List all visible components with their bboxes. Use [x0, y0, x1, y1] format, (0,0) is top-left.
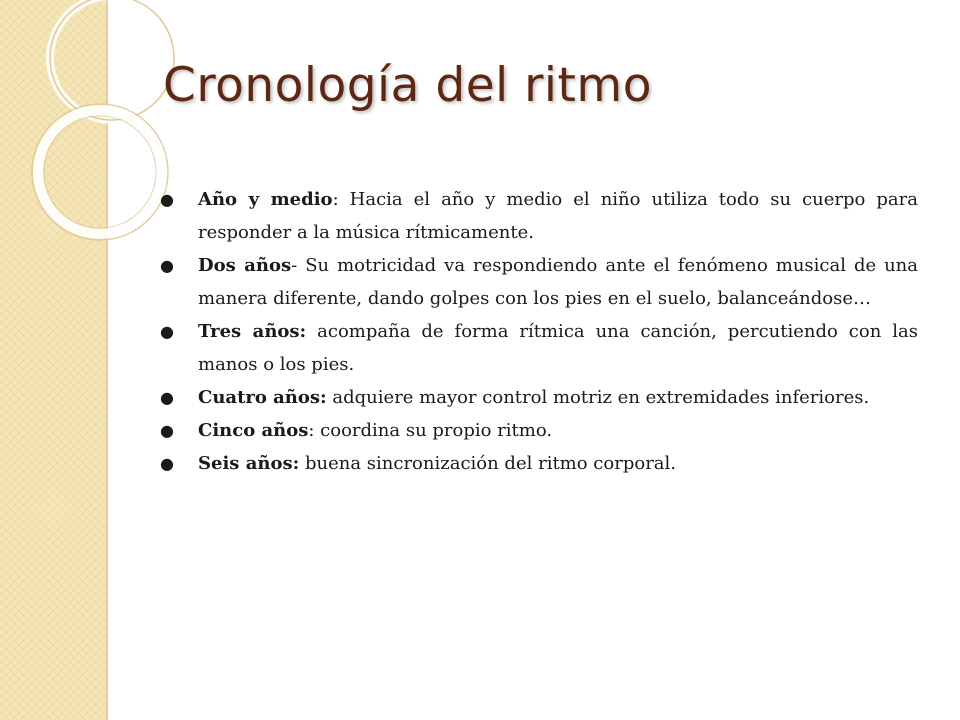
bullet-term: Seis años:: [198, 453, 300, 474]
bullet-dot-icon: ●: [160, 454, 174, 473]
bullet-text: - Su motricidad va respondiendo ante el fenómeno musical de una manera diferente, dando golpes con los pies en el suelo, balanceándose…: [198, 255, 918, 309]
bullet-item-cinco-anos: [158, 414, 918, 447]
bullet-text: buena sincronización del ritmo corporal.: [299, 453, 677, 474]
bullet-dot-icon: ●: [160, 256, 174, 275]
bullet-dot-icon: ●: [160, 322, 174, 341]
slide-title: Cronología del ritmo: [163, 58, 652, 113]
bullet-term: Tres años:: [198, 321, 307, 342]
bullet-dot-icon: ●: [160, 421, 174, 440]
bullet-term: Año y medio: [198, 189, 333, 210]
bullet-dot-icon: ●: [160, 388, 174, 407]
bullet-text: : coordina su propio ritmo.: [308, 420, 553, 441]
bullet-text: adquiere mayor control motriz en extremidades inferiores.: [326, 387, 870, 408]
bullet-list: [158, 183, 918, 480]
bullet-item-ano-y-medio: [158, 183, 918, 249]
bullet-item-tres-anos: [158, 315, 918, 381]
bullet-item-seis-anos: [158, 447, 918, 480]
bullet-item-dos-anos: [158, 249, 918, 315]
bullet-item-cuatro-anos: [158, 381, 918, 414]
bullet-term: Cuatro años:: [198, 387, 327, 408]
bullet-dot-icon: ●: [160, 190, 174, 209]
bullet-text: : Hacia el año y medio el niño utiliza todo su cuerpo para responder a la música rítmicamente.: [198, 189, 918, 243]
bullet-text: acompaña de forma rítmica una canción, percutiendo con las manos o los pies.: [198, 321, 918, 375]
bullet-term: Cinco años: [198, 420, 309, 441]
bullet-term: Dos años: [198, 255, 292, 276]
